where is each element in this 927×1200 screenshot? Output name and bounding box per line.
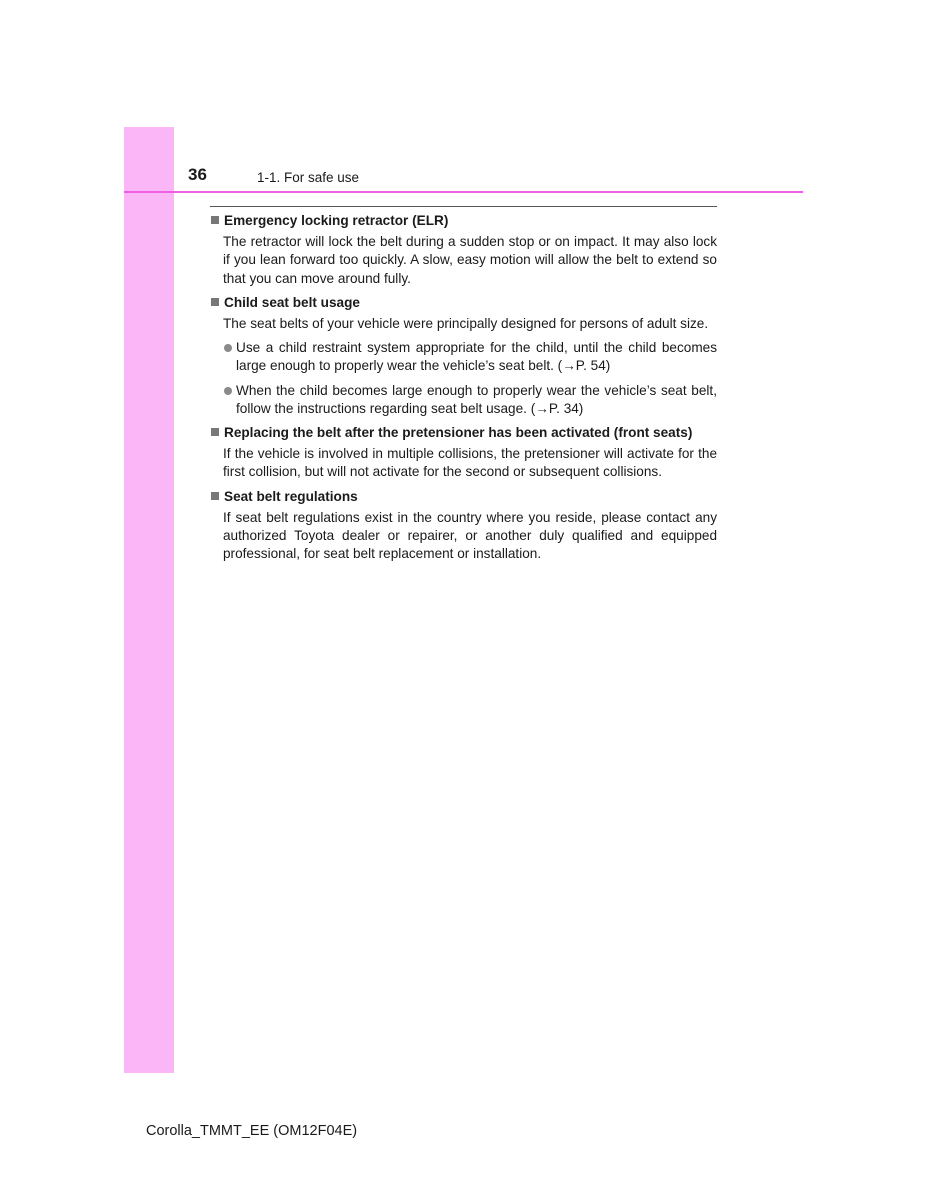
chapter-side-tab xyxy=(124,127,174,1073)
page-number: 36 xyxy=(188,165,207,184)
round-bullet-icon xyxy=(224,344,232,352)
heading-text: Emergency locking retractor (ELR) xyxy=(224,213,449,228)
heading-text: Seat belt regulations xyxy=(224,488,358,504)
heading-text: Replacing the belt after the pretensioner has been activated (front seats) xyxy=(224,425,693,441)
heading-text: Child seat belt usage xyxy=(224,294,360,310)
document-footer: Corolla_TMMT_EE (OM12F04E) xyxy=(146,1123,358,1139)
section-paragraph: If the vehicle is involved in multiple collisions, the pretensioner will activate for the first collision, but will not activate for the second or subsequent collisions. xyxy=(223,446,717,480)
list-item xyxy=(223,382,717,418)
section-heading xyxy=(210,488,717,506)
list-item-text: Use a child restraint system appropriate for the child, until the child becomes large enough to properly wear the vehicle’s seat belt. (→P. 54) xyxy=(236,340,717,374)
section-paragraph: The seat belts of your vehicle were principally designed for persons of adult size. xyxy=(223,316,709,332)
list-item xyxy=(223,339,717,375)
section-heading xyxy=(210,212,717,230)
list-item-text: When the child becomes large enough to properly wear the vehicle’s seat belt, follow the instructions regarding seat belt usage. (→P. 34) xyxy=(236,382,717,416)
content-divider xyxy=(210,206,717,207)
section-paragraph: If seat belt regulations exist in the country where you reside, please contact any authorized Toyota dealer or repairer, or another duly qualified and equipped professional, for seat belt replacement or installation. xyxy=(223,509,717,562)
section-title: 1-1. For safe use xyxy=(257,170,360,185)
square-bullet-icon xyxy=(211,428,219,436)
square-bullet-icon xyxy=(211,216,219,224)
section-heading xyxy=(210,424,717,442)
square-bullet-icon xyxy=(211,492,219,500)
page-content xyxy=(210,212,717,563)
section-heading xyxy=(210,294,717,312)
section-paragraph: The retractor will lock the belt during a sudden stop or on impact. It may also lock if you lean forward too quickly. A slow, easy motion will allow the belt to extend so that you can move around fully. xyxy=(223,234,717,286)
round-bullet-icon xyxy=(224,387,232,395)
square-bullet-icon xyxy=(211,298,219,306)
header-divider xyxy=(124,191,803,193)
